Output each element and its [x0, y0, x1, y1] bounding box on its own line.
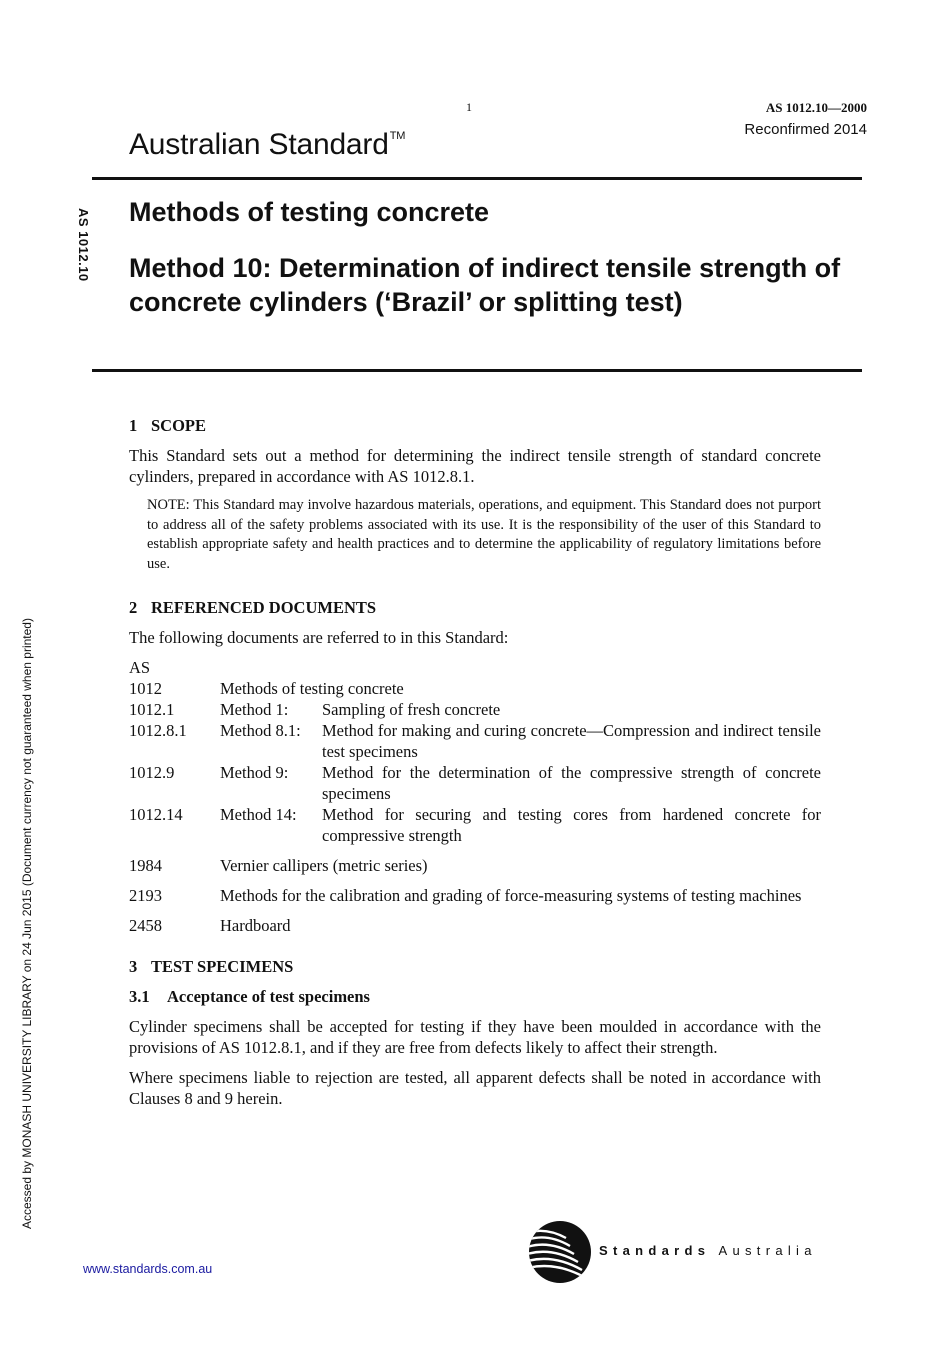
ref-title: Hardboard [220, 916, 291, 935]
ref-item [129, 804, 821, 846]
refs-series: AS [129, 658, 151, 677]
section-number: 1 [129, 416, 138, 435]
ref-title: Methods for the calibration and grading of force-measuring systems of testing machines [220, 886, 802, 905]
logo-word-bold: Standards [599, 1243, 711, 1258]
ref-item [129, 762, 821, 804]
ref-title: Method for the determination of the compressive strength of concrete specimens [322, 763, 821, 803]
ref-method: Method 8.1: [220, 721, 301, 740]
ref-code: 1984 [129, 856, 162, 875]
section-heading: SCOPE [151, 416, 207, 435]
ref-code: 1012.14 [129, 805, 183, 824]
ref-title: Method for making and curing concrete—Compression and indirect tensile test specimens [322, 721, 821, 761]
ref-code: 1012.9 [129, 763, 175, 782]
subsection-number: 3.1 [129, 987, 150, 1006]
ref-code: 1012 [129, 679, 162, 698]
defects-paragraph: Where specimens liable to rejection are tested, all apparent defects shall be noted in accordance with Clauses 8 and 9 herein. [129, 1068, 821, 1108]
ref-code: 1012.1 [129, 700, 175, 719]
top-rule [92, 177, 862, 180]
document-body [129, 415, 821, 1118]
ref-code: 1012.8.1 [129, 721, 187, 740]
ref-item [129, 855, 821, 876]
scope-heading [129, 415, 821, 436]
scope-paragraph: This Standard sets out a method for determining the indirect tensile strength of standard concrete cylinders, prepared in accordance with AS 1012.8.1. [129, 446, 821, 486]
logo-word-light: Australia [718, 1243, 817, 1258]
trademark-mark: TM [389, 130, 406, 142]
section-heading: REFERENCED DOCUMENTS [151, 598, 377, 617]
ref-item [129, 885, 821, 906]
subsection-heading: Acceptance of test specimens [167, 987, 370, 1006]
acceptance-paragraph: Cylinder specimens shall be accepted for testing if they have been moulded in accordance with the provisions of AS 1012.8.1, and if they are free from defects likely to affect their strength. [129, 1017, 821, 1057]
page-number: 1 [466, 100, 472, 114]
ref-title: Vernier callipers (metric series) [220, 856, 428, 875]
acceptance-heading [129, 986, 821, 1007]
brand-title [129, 128, 405, 162]
specimens-heading [129, 956, 821, 977]
refs-intro: The following documents are referred to in this Standard: [129, 628, 509, 647]
logo-wordmark [599, 1243, 817, 1258]
ref-group [129, 678, 821, 699]
ref-code: 2458 [129, 916, 162, 935]
standards-australia-logo-icon [528, 1220, 592, 1284]
section-number: 3 [129, 957, 138, 976]
side-standard-code: AS 1012.10 [76, 208, 91, 282]
ref-item [129, 915, 821, 936]
ref-item [129, 720, 821, 762]
ref-title: Sampling of fresh concrete [322, 700, 501, 719]
section-number: 2 [129, 598, 138, 617]
standard-code: AS 1012.10—2000 [765, 100, 867, 115]
bottom-rule [92, 369, 862, 372]
ref-title: Methods of testing concrete [220, 679, 404, 698]
refs-heading [129, 597, 821, 618]
website-link[interactable]: www.standards.com.au [83, 1262, 213, 1276]
ref-title: Method for securing and testing cores from hardened concrete for compressive strength [322, 805, 821, 845]
ref-method: Method 14: [220, 805, 297, 824]
scope-note: NOTE: This Standard may involve hazardous materials, operations, and equipment. This Standard does not purport to address all of the safety problems associated with its use. It is the responsibility of the user of this Standard to establish appropriate safety and health practices and to determine the applicability of regulatory limitations before use. [147, 497, 821, 572]
method-title: Method 10: Determination of indirect tensile strength of concrete cylinders (‘Brazil’ or splitting test) [129, 253, 841, 317]
brand-name: Australian Standard [129, 128, 389, 161]
ref-item [129, 699, 821, 720]
ref-method: Method 1: [220, 700, 289, 719]
ref-method: Method 9: [220, 763, 289, 782]
reconfirmed-label: Reconfirmed 2014 [744, 121, 867, 138]
section-heading: TEST SPECIMENS [151, 957, 294, 976]
ref-code: 2193 [129, 886, 162, 905]
document-title: Methods of testing concrete [129, 197, 490, 227]
access-notice: Accessed by MONASH UNIVERSITY LIBRARY on 24 Jun 2015 (Document currency not guaranteed when printed) [20, 618, 34, 1230]
